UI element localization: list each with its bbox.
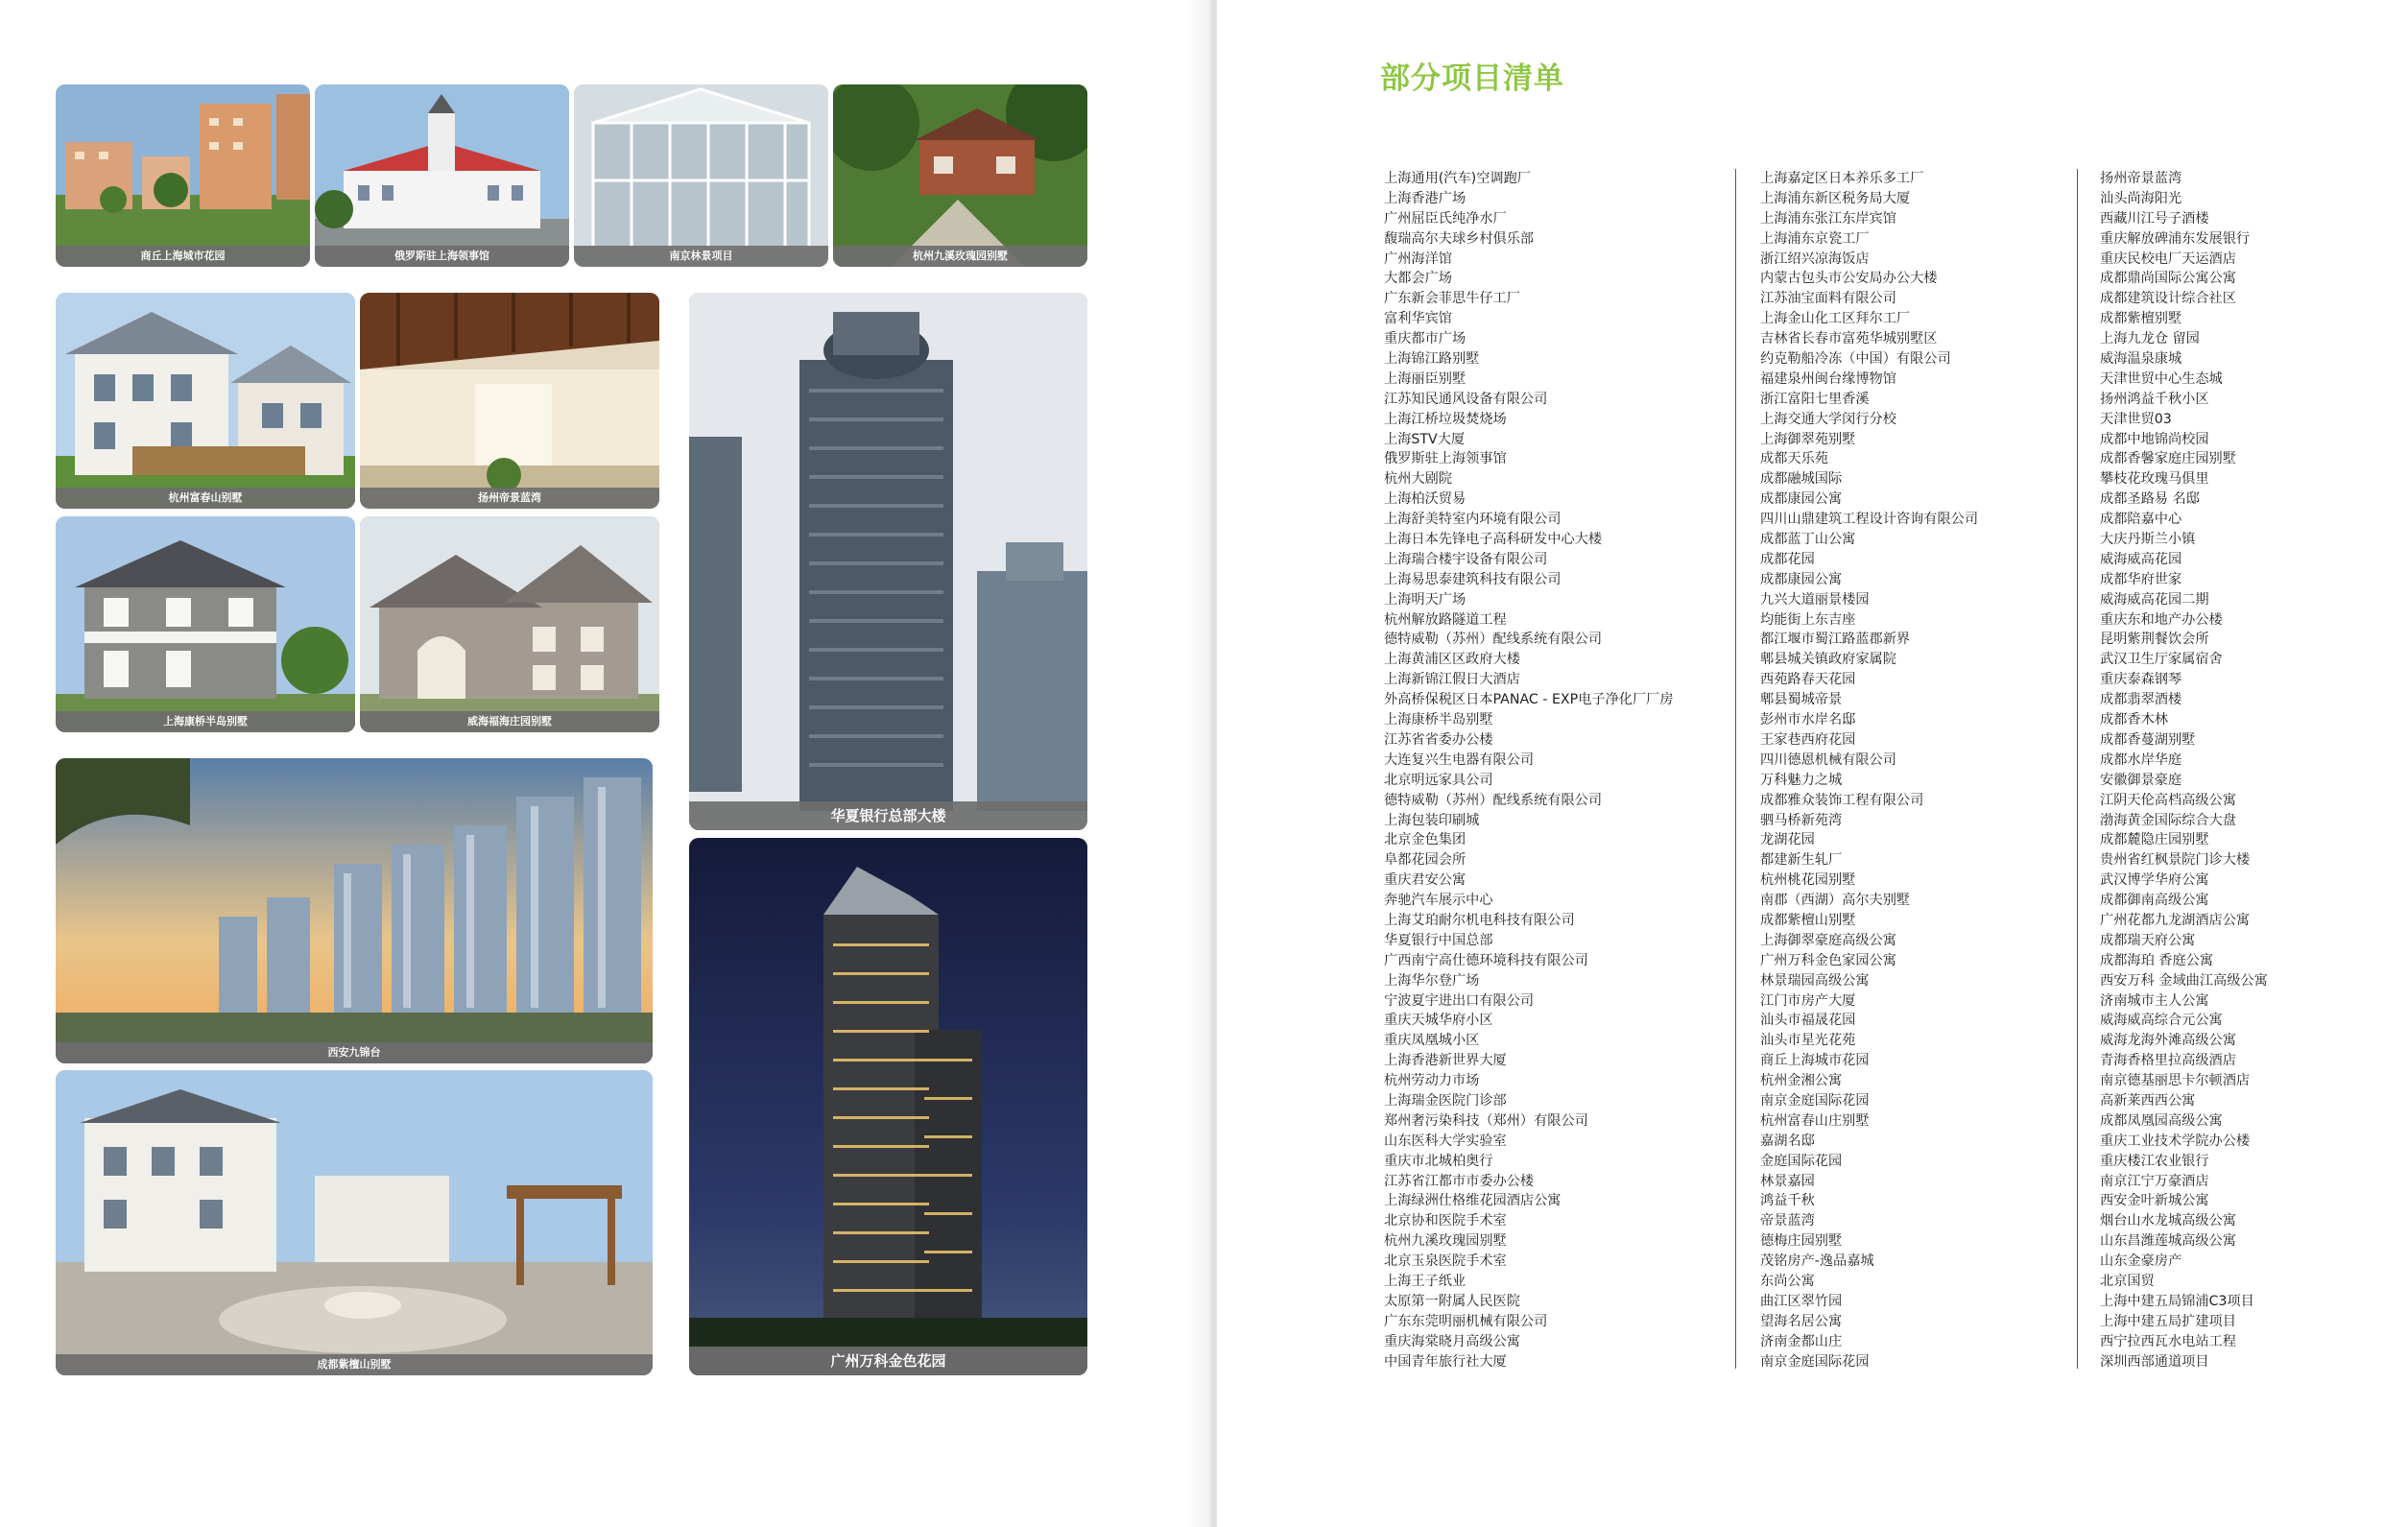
- project-list-item: 江阴天伦高档高级公寓: [2100, 792, 2236, 808]
- project-list-item: 山东昌潍莲城高级公寓: [2100, 1233, 2236, 1250]
- project-list-item: 成都融城国际: [1760, 471, 1843, 488]
- project-list-item: 北京玉泉医院手术室: [1384, 1253, 1507, 1270]
- project-list-item: 西苑路春天花园: [1760, 672, 1856, 688]
- project-list-item: 广西南宁高仕德环境科技有限公司: [1384, 952, 1588, 968]
- project-list-item: 馥瑞高尔夫球乡村俱乐部: [1384, 230, 1535, 247]
- project-list-item: 浙江富阳七里香溪: [1760, 391, 1870, 407]
- project-list-item: 西安万科 金域曲江高级公寓: [2100, 972, 2268, 989]
- interior-lobby-image: [360, 293, 659, 509]
- project-list-column-1: [1384, 169, 1674, 1372]
- project-list-item: 德特威勒（苏州）配线系统有限公司: [1384, 792, 1603, 808]
- project-list-item: 华夏银行中国总部: [1384, 932, 1493, 948]
- project-list-item: 阜都花园会所: [1384, 852, 1466, 869]
- project-list-item: 上海香港新世界大厦: [1384, 1053, 1507, 1069]
- project-list-item: 广州花都九龙湖酒店公寓: [2100, 912, 2251, 928]
- project-list-item: 外高桥保税区日本PANAC - EXP电子净化厂厂房: [1384, 692, 1674, 708]
- project-list-item: 鸿益千秋: [1760, 1193, 1815, 1209]
- photo-shangqiu-city-garden: [56, 84, 310, 267]
- project-list-item: 嘉湖名邸: [1760, 1133, 1815, 1149]
- project-list-item: 龙湖花园: [1760, 832, 1815, 848]
- project-list-item: 上海香港广场: [1384, 190, 1466, 206]
- villa-plaza-fountain-image: [56, 1070, 653, 1375]
- project-list-item: 驷马桥新苑湾: [1760, 812, 1843, 828]
- project-list-item: 汕头尚海阳光: [2100, 190, 2182, 206]
- project-list-item: 重庆都市广场: [1384, 331, 1466, 347]
- project-list-item: 杭州解放路隧道工程: [1384, 611, 1507, 628]
- photo-caption: 上海康桥半岛别墅: [56, 711, 355, 732]
- project-list-item: 上海锦江路别墅: [1384, 351, 1480, 368]
- photo-caption: 扬州帝景蓝湾: [360, 488, 659, 509]
- project-list-item: 广东东莞明丽机械有限公司: [1384, 1313, 1548, 1329]
- project-list-item: 高新莱西西公寓: [2100, 1092, 2196, 1109]
- project-list-item: 上海新锦江假日大酒店: [1384, 672, 1520, 688]
- project-list-item: 福建泉州闽台缘博物馆: [1760, 370, 1896, 387]
- photo-caption: 西安九锦台: [56, 1042, 653, 1063]
- project-list-item: 成都香木林: [2100, 712, 2168, 728]
- villa-on-hill-image: [833, 84, 1087, 267]
- project-list-item: 广州屈臣氏纯净水厂: [1384, 210, 1507, 227]
- project-list-item: 山东金豪房产: [2100, 1253, 2182, 1270]
- project-list-item: 约克勒船冷冻（中国）有限公司: [1760, 351, 1951, 368]
- project-list-item: 大庆丹斯兰小镇: [2100, 532, 2196, 548]
- project-list-item: 上海舒美特室内环境有限公司: [1384, 512, 1562, 528]
- project-list-item: 成都华府世家: [2100, 571, 2182, 587]
- project-list-item: 渤海黄金国际综合大盘: [2100, 812, 2236, 828]
- project-list-item: 上海中建五局扩建项目: [2100, 1313, 2236, 1329]
- project-list-item: 彭州市水岸名邸: [1760, 712, 1856, 728]
- project-list-item: 成都花园: [1760, 551, 1815, 567]
- project-list-item: 茂铭房产-逸品嘉城: [1760, 1253, 1874, 1270]
- project-list-item: 汕头市福晟花园: [1760, 1013, 1856, 1029]
- project-list-item: 俄罗斯驻上海领事馆: [1384, 451, 1507, 467]
- project-list-item: 上海浦东京瓷工厂: [1760, 230, 1870, 247]
- project-list-item: 成都海珀 香庭公寓: [2100, 952, 2214, 968]
- project-list-item: 上海九龙仓 留园: [2100, 331, 2200, 347]
- photo-caption: 华夏银行总部大楼: [689, 801, 1087, 830]
- photo-hangzhou-fuchun-villa: [56, 293, 355, 509]
- project-list-item: 南郡（西湖）高尔夫别墅: [1760, 893, 1911, 909]
- project-list-item: 成都麓隐庄园别墅: [2100, 832, 2209, 848]
- project-list-item: 成都康园公寓: [1760, 571, 1843, 587]
- project-list-item: 上海御翠豪庭高级公寓: [1760, 932, 1896, 948]
- project-list-item: 内蒙古包头市公安局办公大楼: [1760, 271, 1938, 287]
- project-list-item: 重庆天城华府小区: [1384, 1013, 1493, 1029]
- project-list-item: 杭州劳动力市场: [1384, 1073, 1480, 1089]
- stone-villa-image: [56, 516, 355, 732]
- project-list-item: 上海通用(汽车)空调跑厂: [1384, 171, 1531, 186]
- project-list-item: 成都康园公寓: [1760, 491, 1843, 508]
- page-title: 部分项目清单: [1380, 61, 1564, 96]
- project-list-item: 成都紫檀别墅: [2100, 311, 2182, 327]
- night-tower-image: [689, 838, 1087, 1375]
- project-list-item: 重庆楼江农业银行: [2100, 1153, 2209, 1169]
- project-list-item: 上海柏沃贸易: [1384, 491, 1466, 508]
- project-list-item: 安徽御景豪庭: [2100, 772, 2182, 788]
- project-list-item: 西藏川江号子酒楼: [2100, 210, 2209, 227]
- project-list-item: 江门市房产大厦: [1760, 992, 1856, 1009]
- project-list-item: 大连复兴生电器有限公司: [1384, 752, 1535, 768]
- project-list-item: 宁波夏宇进出口有限公司: [1384, 992, 1535, 1009]
- right-page-project-list: [1217, 0, 2408, 1527]
- project-list-item: 重庆君安公寓: [1384, 872, 1466, 889]
- project-list-item: 东尚公寓: [1760, 1273, 1815, 1289]
- project-list-item: 深圳西部通道项目: [2100, 1353, 2209, 1370]
- project-list-item: 上海华尔登广场: [1384, 972, 1480, 989]
- photo-caption: 杭州富春山别墅: [56, 488, 355, 509]
- project-list-item: 大都会广场: [1384, 271, 1452, 287]
- project-list-item: 林景瑞园高级公寓: [1760, 972, 1870, 989]
- project-list-item: 万科魅力之城: [1760, 772, 1843, 788]
- photo-yangzhou-dijing-bay: [360, 293, 659, 509]
- project-list-item: 四川德恩机械有限公司: [1760, 752, 1896, 768]
- project-list-item: 江苏知民通风设备有限公司: [1384, 391, 1548, 407]
- photo-guangzhou-vanke-golden-garden: [689, 838, 1087, 1375]
- glass-conservatory-image: [574, 84, 828, 267]
- project-list-item: 北京金色集团: [1384, 832, 1466, 848]
- project-list-item: 山东医科大学实验室: [1384, 1133, 1507, 1149]
- project-list-item: 王家巷西府花园: [1760, 731, 1856, 748]
- project-list-item: 金庭国际花园: [1760, 1153, 1843, 1169]
- project-list-item: 天津世贸中心生态城: [2100, 370, 2223, 387]
- project-list-item: 贵州省红枫景院门诊大楼: [2100, 852, 2251, 869]
- project-list-item: 杭州桃花园别墅: [1760, 872, 1856, 889]
- project-list-item: 杭州富春山庄别墅: [1760, 1112, 1870, 1129]
- project-list-item: 吉林省长春市富苑华城别墅区: [1760, 331, 1938, 347]
- apartment-buildings-image: [56, 84, 310, 267]
- project-list-item: 中国青年旅行社大厦: [1384, 1353, 1507, 1370]
- project-list-item: 上海康桥半岛别墅: [1384, 712, 1493, 728]
- project-list-item: 青海香格里拉高级酒店: [2100, 1053, 2236, 1069]
- project-list-item: 江苏省省委办公楼: [1384, 731, 1493, 748]
- project-list-item: 重庆凤凰城小区: [1384, 1033, 1480, 1049]
- photo-caption: 杭州九溪玫瑰园别墅: [833, 246, 1087, 267]
- project-list-item: 威海温泉康城: [2100, 351, 2182, 368]
- project-list-item: 成都天乐苑: [1760, 451, 1828, 467]
- project-list-item: 浙江绍兴凉海饭店: [1760, 251, 1870, 267]
- project-list-item: 成都蓝丁山公寓: [1760, 532, 1856, 548]
- project-list-item: 帝景蓝湾: [1760, 1213, 1815, 1229]
- project-list-item: 重庆民校电厂天运酒店: [2100, 251, 2236, 267]
- project-list-item: 四川山鼎建筑工程设计咨询有限公司: [1760, 512, 1979, 528]
- project-list-item: 太原第一附属人民医院: [1384, 1293, 1520, 1309]
- project-list-item: 威海威高花园二期: [2100, 591, 2209, 608]
- project-list-item: 林景嘉园: [1760, 1173, 1815, 1189]
- project-list-item: 威海龙海外滩高级公寓: [2100, 1033, 2236, 1049]
- project-list-item: 都建新生轧厂: [1760, 852, 1843, 869]
- project-list-item: 成都中地锦尚校园: [2100, 431, 2209, 447]
- project-list-item: 北京明远家具公司: [1384, 772, 1493, 788]
- white-villa-image: [56, 293, 355, 509]
- project-list-item: 成都瑞天府公寓: [2100, 932, 2196, 948]
- project-list-item: 上海黄浦区区政府大楼: [1384, 652, 1520, 668]
- project-list-column-3: [2100, 169, 2268, 1372]
- project-list-item: 上海瑞金医院门诊部: [1384, 1092, 1507, 1109]
- project-list-item: 上海STV大厦: [1384, 431, 1466, 447]
- project-list-item: 成都翡翠酒楼: [2100, 692, 2182, 708]
- photo-huaxia-bank-hq: [689, 293, 1087, 830]
- consulate-building-image: [315, 84, 569, 267]
- photo-caption: 南京林景项目: [574, 246, 828, 267]
- project-list-item: 上海日本先锋电子高科研发中心大楼: [1384, 532, 1603, 548]
- project-list-item: 成都香蔓湖别墅: [2100, 731, 2196, 748]
- project-list-item: 上海明天广场: [1384, 591, 1466, 608]
- project-list-item: 上海嘉定区日本养乐多工厂: [1760, 171, 1924, 186]
- photo-weihai-fuhai-villa: [360, 516, 659, 732]
- project-list-item: 上海丽臣别墅: [1384, 370, 1466, 387]
- grey-villa-image: [360, 516, 659, 732]
- photo-caption: 成都紫檀山别墅: [56, 1354, 653, 1375]
- project-list-item: 南京金庭国际花园: [1760, 1353, 1870, 1370]
- project-list-item: 重庆工业技术学院办公楼: [2100, 1133, 2251, 1149]
- photo-hangzhou-rose-villa: [833, 84, 1087, 267]
- project-list-item: 北京协和医院手术室: [1384, 1213, 1507, 1229]
- project-list-item: 广州海洋馆: [1384, 251, 1452, 267]
- project-list-item: 威海威高综合元公寓: [2100, 1013, 2223, 1029]
- project-list-item: 上海金山化工区拜尔工厂: [1760, 311, 1911, 327]
- photo-caption: 商丘上海城市花园: [56, 246, 310, 267]
- column-divider: [2077, 169, 2078, 1369]
- project-list-item: 北京国贸: [2100, 1273, 2155, 1289]
- project-list-item: 富利华宾馆: [1384, 311, 1452, 327]
- column-divider: [1735, 169, 1736, 1369]
- project-list-item: 成都建筑设计综合社区: [2100, 291, 2236, 307]
- project-list-item: 武汉卫生厅家属宿舍: [2100, 652, 2223, 668]
- project-list-item: 都江堰市蜀江路蓝郡新界: [1760, 632, 1911, 648]
- project-list-item: 上海交通大学闵行分校: [1760, 411, 1896, 427]
- project-list-item: 扬州鸿益千秋小区: [2100, 391, 2209, 407]
- project-list-item: 江苏省江都市市委办公楼: [1384, 1173, 1535, 1189]
- project-list-item: 成都御南高级公寓: [2100, 893, 2209, 909]
- project-list-item: 南京江宁万豪酒店: [2100, 1173, 2209, 1189]
- project-list-item: 攀枝花玫瑰马俱里: [2100, 471, 2209, 488]
- project-list-item: 郫县城关镇政府家属院: [1760, 652, 1896, 668]
- project-list-item: 重庆解放碑浦东发展银行: [2100, 230, 2251, 247]
- project-list-item: 江苏油宝面料有限公司: [1760, 291, 1896, 307]
- project-list-item: 成都水岸华庭: [2100, 752, 2182, 768]
- project-list-item: 上海瑞合楼宇设备有限公司: [1384, 551, 1548, 567]
- project-list-item: 成都香馨家庭庄园别墅: [2100, 451, 2236, 467]
- project-list-column-2: [1760, 169, 1978, 1372]
- project-list-item: 成都雅众装饰工程有限公司: [1760, 792, 1924, 808]
- project-list-item: 西宁拉西瓦水电站工程: [2100, 1333, 2236, 1349]
- project-list-item: 重庆市北城柏奥行: [1384, 1153, 1493, 1169]
- project-list-item: 均能街上东吉座: [1760, 611, 1856, 628]
- project-list-item: 广东新会菲思牛仔工厂: [1384, 291, 1520, 307]
- project-list-item: 成都鼎尚国际公寓公寓: [2100, 271, 2236, 287]
- photo-xian-jiujintai: [56, 758, 653, 1063]
- project-list-item: 威海威高花园: [2100, 551, 2182, 567]
- project-list-item: 昆明紫荆餐饮会所: [2100, 632, 2209, 648]
- project-list-item: 上海浦东新区税务局大厦: [1760, 190, 1911, 206]
- project-list-item: 杭州大剧院: [1384, 471, 1452, 488]
- project-list-item: 武汉博学华府公寓: [2100, 872, 2209, 889]
- photo-russian-consulate: [315, 84, 569, 267]
- highrise-complex-sunset-image: [56, 758, 653, 1063]
- project-list-item: 郫县蜀城帝景: [1760, 692, 1843, 708]
- project-list-item: 上海中建五局锦浦C3项目: [2100, 1293, 2254, 1309]
- project-list-item: 上海江桥垃圾焚烧场: [1384, 411, 1507, 427]
- photo-nanjing-linjing: [574, 84, 828, 267]
- project-list-item: 济南金都山庄: [1760, 1333, 1843, 1349]
- project-list-item: 扬州帝景蓝湾: [2100, 171, 2182, 186]
- project-list-item: 广州万科金色家园公寓: [1760, 952, 1896, 968]
- project-list-item: 成都圣路易 名邸: [2100, 491, 2200, 508]
- project-list-item: 汕头市星光花苑: [1760, 1033, 1856, 1049]
- project-list-item: 上海包装印刷城: [1384, 812, 1480, 828]
- project-list-item: 成都陪嘉中心: [2100, 512, 2182, 528]
- project-list-item: 望海名居公寓: [1760, 1313, 1843, 1329]
- project-list-item: 重庆东和地产办公楼: [2100, 611, 2223, 628]
- project-list-item: 杭州金湘公寓: [1760, 1073, 1843, 1089]
- project-list-item: 重庆泰森钢琴: [2100, 672, 2182, 688]
- project-list-item: 曲江区翠竹园: [1760, 1293, 1843, 1309]
- photo-caption: 俄罗斯驻上海领事馆: [315, 246, 569, 267]
- photo-chengdu-zitan-villa: [56, 1070, 653, 1375]
- project-list-item: 上海御翠苑别墅: [1760, 431, 1856, 447]
- project-list-item: 德特威勒（苏州）配线系统有限公司: [1384, 632, 1603, 648]
- project-list-item: 成都紫檀山别墅: [1760, 912, 1856, 928]
- project-list-item: 烟台山水龙城高级公寓: [2100, 1213, 2236, 1229]
- project-list-item: 郑州奢污染科技（郑州）有限公司: [1384, 1112, 1588, 1129]
- project-list-item: 济南城市主人公寓: [2100, 992, 2209, 1009]
- project-list-item: 上海易思泰建筑科技有限公司: [1384, 571, 1562, 587]
- project-list-item: 奔驰汽车展示中心: [1384, 893, 1493, 909]
- project-list-item: 天津世贸03: [2100, 411, 2172, 427]
- project-list-item: 上海艾珀耐尔机电科技有限公司: [1384, 912, 1575, 928]
- project-list-item: 上海绿洲仕格维花园酒店公寓: [1384, 1193, 1562, 1209]
- skyscraper-image: [689, 293, 1087, 830]
- project-list-item: 西安金叶新城公寓: [2100, 1193, 2209, 1209]
- photo-shanghai-kangqiao-villa: [56, 516, 355, 732]
- project-list-item: 南京金庭国际花园: [1760, 1092, 1870, 1109]
- photo-caption: 威海福海庄园别墅: [360, 711, 659, 732]
- project-list-item: 南京德基丽思卡尔顿酒店: [2100, 1073, 2251, 1089]
- project-list-item: 商丘上海城市花园: [1760, 1053, 1870, 1069]
- project-list-item: 上海王子纸业: [1384, 1273, 1466, 1289]
- photo-caption: 广州万科金色花园: [689, 1347, 1087, 1375]
- project-list-item: 杭州九溪玫瑰园别墅: [1384, 1233, 1507, 1250]
- project-list-item: 重庆海棠晓月高级公寓: [1384, 1333, 1520, 1349]
- project-list-item: 成都凤凰园高级公寓: [2100, 1112, 2223, 1129]
- project-list-item: 九兴大道丽景楼园: [1760, 591, 1870, 608]
- project-list-item: 上海浦东张江东岸宾馆: [1760, 210, 1896, 227]
- project-list-item: 德梅庄园别墅: [1760, 1233, 1843, 1250]
